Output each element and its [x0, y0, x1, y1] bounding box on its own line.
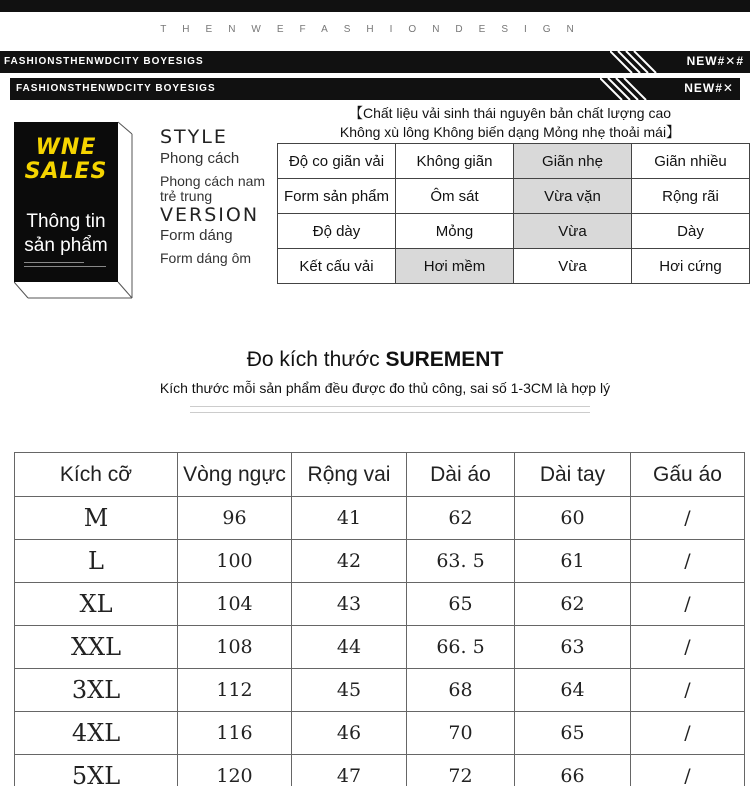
attribute-row	[278, 144, 750, 179]
size-value: 72	[407, 755, 515, 786]
band-2-left-text: FASHIONSTHENWDCITY BOYESIGS	[16, 83, 216, 94]
band-1-right-text: NEW#✕#	[686, 54, 744, 68]
size-header-cell: Rộng vai	[292, 453, 407, 497]
attribute-name: Kết cấu vải	[278, 249, 396, 284]
stripes-decoration	[610, 51, 670, 73]
attribute-option: Vừa	[514, 249, 632, 284]
size-value: /	[631, 540, 745, 583]
size-row	[15, 712, 745, 755]
header-band-1	[0, 51, 750, 73]
band-1-left-text: FASHIONSTHENWDCITY BOYESIGS	[4, 56, 204, 67]
attribute-option: Dày	[632, 214, 750, 249]
size-label: 5XL	[15, 755, 178, 786]
badge-info-text	[14, 210, 118, 258]
size-value: 43	[292, 583, 407, 626]
faint-lines-decoration	[190, 406, 590, 420]
attribute-name: Độ dày	[278, 214, 396, 249]
version-subheading: Form dáng	[160, 227, 233, 244]
size-value: 64	[515, 669, 631, 712]
attribute-option: Hơi mềm	[396, 249, 514, 284]
measurement-title	[0, 348, 750, 372]
size-row	[15, 583, 745, 626]
note-line: 【Chất liệu vải sinh thái nguyên bản chất lượng cao	[348, 105, 672, 121]
style-subheading: Phong cách	[160, 150, 240, 167]
size-header-cell: Dài áo	[407, 453, 515, 497]
size-value: /	[631, 583, 745, 626]
size-label: M	[15, 497, 178, 540]
attribute-option: Giãn nhẹ	[514, 144, 632, 179]
brand-tracking-text: THENWEFASHIONDESIGN	[160, 24, 590, 35]
size-value: 61	[515, 540, 631, 583]
brand-logo-text	[14, 136, 118, 184]
size-label: 3XL	[15, 669, 178, 712]
attribute-name: Độ co giãn vải	[278, 144, 396, 179]
info-line-1: Thông tin	[26, 211, 106, 232]
size-value: 70	[407, 712, 515, 755]
size-value: 104	[178, 583, 292, 626]
size-value: 116	[178, 712, 292, 755]
title-normal: Đo kích thước	[246, 348, 386, 371]
size-value: 63	[515, 626, 631, 669]
size-value: /	[631, 755, 745, 786]
measurement-subtitle: Kích thước mỗi sản phẩm đều được đo thủ công, sai số 1-3CM là hợp lý	[159, 380, 611, 396]
top-black-bar	[0, 0, 750, 12]
size-value: 46	[292, 712, 407, 755]
attribute-option: Ôm sát	[396, 179, 514, 214]
size-value: 108	[178, 626, 292, 669]
badge-front	[14, 122, 118, 282]
info-line-2: sản phẩm	[24, 235, 108, 256]
size-value: 45	[292, 669, 407, 712]
style-value-line-1: Phong cách nam	[160, 173, 266, 189]
version-heading: VERSION	[160, 204, 260, 226]
size-table	[14, 452, 745, 786]
fine-print-decoration	[24, 262, 112, 267]
style-value-line-2: trẻ trung	[160, 188, 213, 204]
stripes-decoration	[600, 78, 660, 100]
size-label: XXL	[15, 626, 178, 669]
attribute-option: Vừa	[514, 214, 632, 249]
size-value: 65	[407, 583, 515, 626]
attribute-option: Rộng rãi	[632, 179, 750, 214]
version-value: Form dáng ôm	[160, 250, 252, 266]
header-band-2	[10, 78, 740, 100]
style-heading: STYLE	[160, 126, 228, 148]
size-header-cell: Vòng ngực	[178, 453, 292, 497]
size-row	[15, 626, 745, 669]
size-value: /	[631, 712, 745, 755]
attribute-row	[278, 179, 750, 214]
size-row	[15, 540, 745, 583]
size-value: 63. 5	[407, 540, 515, 583]
attribute-name: Form sản phẩm	[278, 179, 396, 214]
style-value	[160, 174, 275, 204]
size-value: 44	[292, 626, 407, 669]
attribute-row	[278, 249, 750, 284]
size-table-header	[15, 453, 745, 497]
size-value: 100	[178, 540, 292, 583]
size-header-cell: Gấu áo	[631, 453, 745, 497]
size-value: /	[631, 626, 745, 669]
title-bold: SUREMENT	[385, 348, 504, 371]
attribute-option: Mỏng	[396, 214, 514, 249]
size-label: XL	[15, 583, 178, 626]
attribute-option: Không giãn	[396, 144, 514, 179]
attribute-option: Giãn nhiều	[632, 144, 750, 179]
size-value: 62	[407, 497, 515, 540]
brand-line-2: SALES	[24, 159, 108, 184]
size-value: 60	[515, 497, 631, 540]
brand-line-1: WNE	[35, 135, 97, 160]
size-value: 41	[292, 497, 407, 540]
size-value: /	[631, 669, 745, 712]
attribute-option: Hơi cứng	[632, 249, 750, 284]
size-value: 96	[178, 497, 292, 540]
note-line: Không xù lông Không biến dạng Mỏng nhẹ thoải mái】	[339, 124, 681, 140]
size-header-cell: Dài tay	[515, 453, 631, 497]
size-row	[15, 669, 745, 712]
band-2-right-text: NEW#✕	[684, 81, 734, 95]
size-value: 62	[515, 583, 631, 626]
size-row	[15, 755, 745, 786]
size-value: 47	[292, 755, 407, 786]
product-info-badge	[14, 120, 134, 300]
size-value: 66	[515, 755, 631, 786]
fabric-note	[300, 104, 720, 142]
size-value: 112	[178, 669, 292, 712]
attribute-option: Vừa vặn	[514, 179, 632, 214]
size-header-cell: Kích cỡ	[15, 453, 178, 497]
style-version-labels	[160, 126, 275, 266]
size-row	[15, 497, 745, 540]
size-value: 65	[515, 712, 631, 755]
attribute-table	[277, 143, 750, 284]
attribute-row	[278, 214, 750, 249]
size-label: L	[15, 540, 178, 583]
size-value: 120	[178, 755, 292, 786]
size-value: /	[631, 497, 745, 540]
size-value: 66. 5	[407, 626, 515, 669]
size-label: 4XL	[15, 712, 178, 755]
size-value: 68	[407, 669, 515, 712]
size-value: 42	[292, 540, 407, 583]
